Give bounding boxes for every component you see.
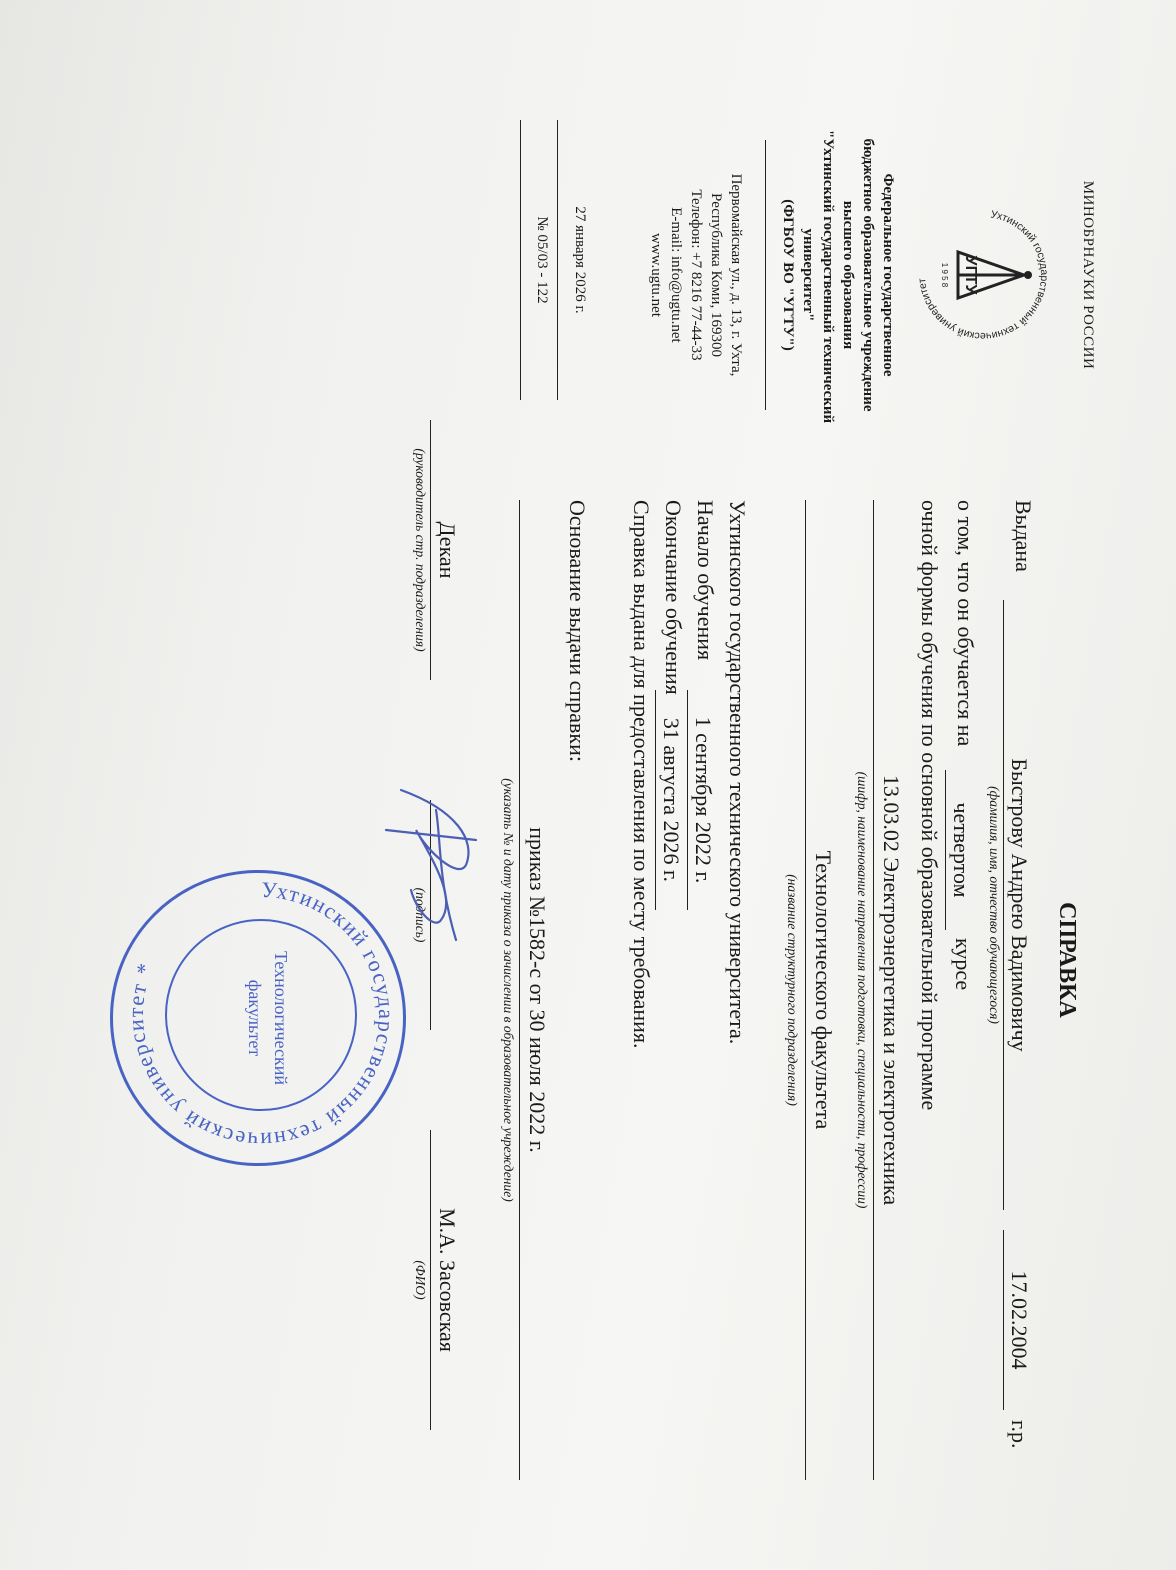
email-line: E-mail: info@ugtu.net (668, 207, 684, 343)
course-underline (945, 770, 946, 930)
org-line: высшего образования (840, 200, 856, 350)
name-underline (1003, 600, 1004, 1210)
org-address-block (646, 130, 746, 420)
org-line: Федеральное государственное (880, 173, 896, 377)
org-line: "Ухтинский государственный технический (820, 130, 836, 424)
university-logo (908, 200, 1058, 350)
faculty-caption: (название структурного подразделения) (785, 874, 800, 1106)
program-underline (873, 500, 874, 1480)
phone-line: Телефон: +7 8216 77-44-33 (688, 189, 704, 361)
date-line (557, 120, 558, 400)
site-line: www.ugtu.net (648, 232, 664, 318)
start-label: Начало обучения (693, 500, 718, 661)
signature-caption: (подпись) (413, 887, 428, 943)
signer-caption: (ФИО) (413, 1260, 428, 1300)
issued-label: Выдана (1011, 500, 1036, 572)
program-value: 13.03.02 Электроэнергетика и электротехника (879, 774, 904, 1206)
stamp-ring-text: Ухтинский государственный технический университет * (122, 876, 400, 1154)
start-date: 1 сентября 2022 г. (691, 716, 716, 884)
ministry-header: МИНОБРНАУКИ РОССИИ (1080, 180, 1096, 370)
basis-label: Основание выдачи справки: (565, 500, 590, 762)
logo-year: 1 9 5 8 (940, 262, 949, 288)
purpose-line: Справка выдана для предоставления по месту требования. (629, 500, 654, 1049)
address-line: Республика Коми, 169300 (708, 193, 724, 357)
official-stamp (110, 870, 406, 1166)
course-suffix: курсе (951, 938, 976, 991)
course-prefix: о том, что он обучается на (953, 500, 978, 747)
birthdate-underline (1003, 1230, 1004, 1410)
basis-underline (519, 500, 520, 1480)
end-date: 31 августа 2026 г. (659, 717, 684, 883)
name-caption: (фамилия, имя, отчество обучающегося) (987, 786, 1002, 1024)
org-line: университет" (800, 228, 816, 322)
org-line: (ФГБОУ ВО "УГТУ") (780, 199, 796, 351)
faculty-underline (805, 500, 806, 1480)
logo-ring-text: Ухтинский государственный технический университет (916, 208, 1051, 343)
signer-name: М.А. Засовская (435, 1208, 460, 1352)
student-name: Быстрову Андрею Вадимовичу (1007, 758, 1032, 1052)
position-caption: (руководитель стр. подразделения) (413, 448, 428, 652)
address-line: Первомайская ул., д. 13, г. Ухта, (728, 173, 744, 377)
faculty-value: Технологического факультета (811, 850, 836, 1130)
org-line: бюджетное образовательное учреждение (860, 138, 876, 412)
stamp-center-line: факультет (245, 979, 265, 1057)
stamp-center-line: Технологический (271, 951, 291, 1085)
university-line: Ухтинского государственного технического университета. (725, 500, 750, 1045)
program-line: очной формы обучения по основной образовательной программе (917, 500, 942, 1111)
end-label: Окончание обучения (661, 500, 686, 695)
end-underline (655, 690, 656, 910)
course-value: четвертом (949, 802, 974, 898)
outgoing-date: 27 января 2026 г. (572, 206, 588, 314)
outgoing-number: № 05/03 - 122 (534, 216, 550, 304)
position-underline (430, 420, 431, 680)
divider (765, 140, 766, 410)
start-underline (687, 690, 688, 910)
certificate-title: СПРАВКА (1054, 902, 1080, 1018)
birth-suffix: г.р. (1007, 1420, 1032, 1449)
signer-underline (430, 1130, 431, 1430)
position-value: Декан (435, 521, 460, 579)
basis-value: приказ №1582-с от 30 июля 2022 г. (525, 827, 550, 1153)
org-name-block (778, 130, 898, 424)
program-caption: (шифр, наименование направления подготовки, специальности, профессии) (855, 771, 870, 1209)
number-line (520, 120, 521, 400)
birthdate: 17.02.2004 (1007, 1270, 1032, 1370)
logo-letters: УГТУ (962, 255, 979, 295)
basis-caption: (указать № и дату приказа о зачислении в образовательное учреждение) (501, 778, 516, 1202)
